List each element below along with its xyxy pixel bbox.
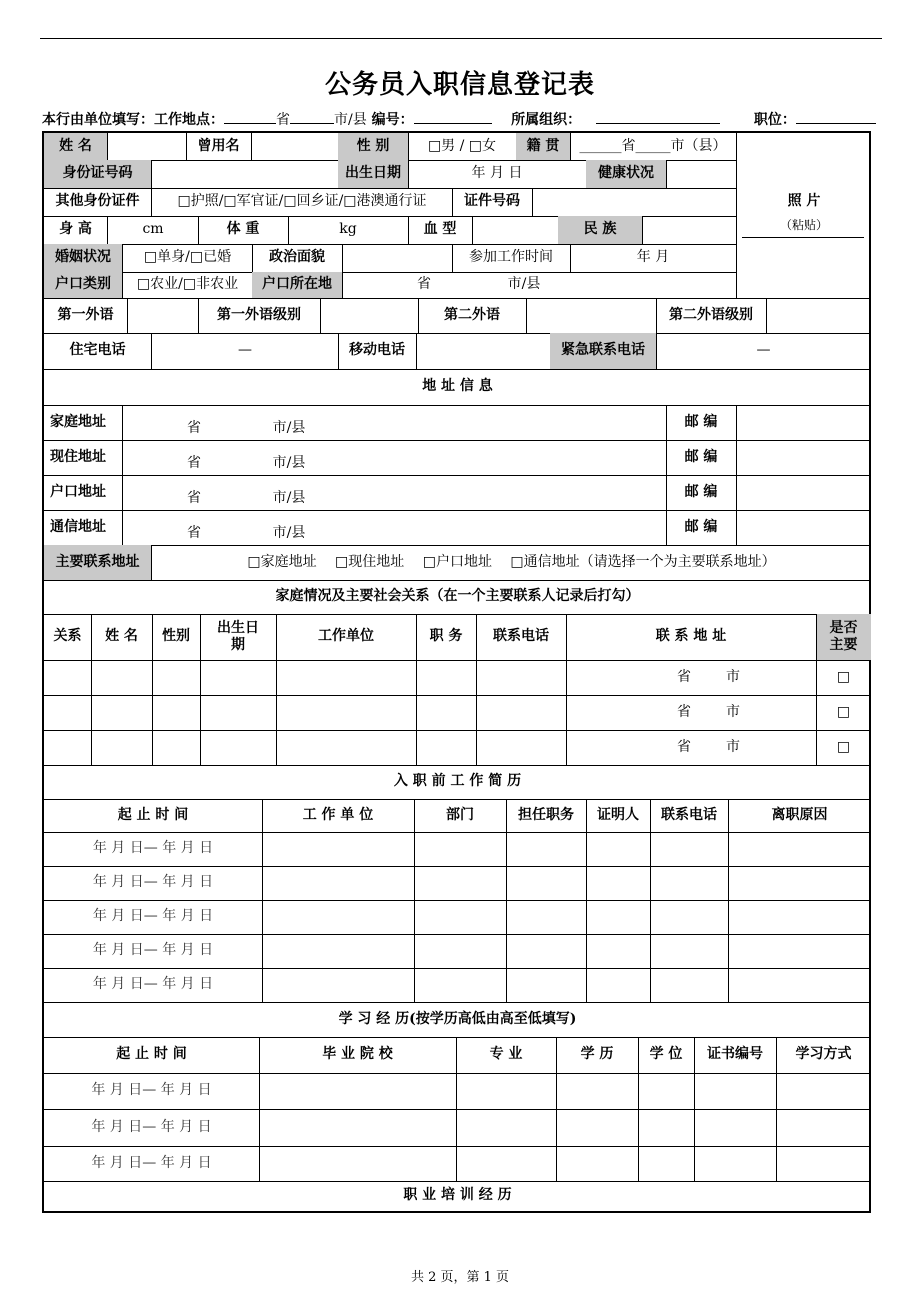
org-field[interactable] xyxy=(596,108,720,124)
hukou-city-label: 市/县 xyxy=(507,276,541,293)
unit-prefix: 本行由单位填写：工作地点： xyxy=(42,112,224,128)
main-contact-checkbox[interactable]: □ xyxy=(836,668,851,685)
hukou-place-label: 户口所在地 xyxy=(252,272,342,298)
family-col-employer: 工作单位 xyxy=(318,628,374,645)
birth-date-label: 出生日期 xyxy=(338,160,408,188)
emergency-label: 紧急联系电话 xyxy=(550,333,656,369)
name-label: 姓 名 xyxy=(44,133,107,160)
height-field[interactable]: cm xyxy=(142,221,164,238)
main-contact-checkbox[interactable]: □ xyxy=(836,703,851,720)
training-section-header: 职 业 培 训 经 历 xyxy=(403,1187,512,1204)
work-date-range[interactable]: 年 月 日— 年 月 日 xyxy=(92,908,214,925)
political-label: 政治面貌 xyxy=(269,249,325,266)
edu-col-major: 专 业 xyxy=(489,1046,523,1063)
health-field[interactable] xyxy=(666,160,736,188)
political-field[interactable] xyxy=(342,244,452,272)
address-label: 户口地址 xyxy=(50,483,106,500)
family-col-gender: 性别 xyxy=(162,628,190,645)
work-col-reason: 离职原因 xyxy=(771,806,828,823)
lang2-label: 第二外语 xyxy=(444,306,500,323)
family-col-title: 职 务 xyxy=(429,628,463,645)
address-province: 省 xyxy=(187,454,201,471)
edu-col-period: 起 止 时 间 xyxy=(116,1046,187,1063)
lang2-level-field[interactable] xyxy=(766,298,871,333)
weight-field[interactable]: kg xyxy=(339,221,357,238)
other-id-label: 其他身份证件 xyxy=(55,193,140,210)
health-label: 健康状况 xyxy=(586,160,666,188)
other-id-options[interactable]: □护照/□军官证/□回乡证/□港澳通行证 xyxy=(177,193,427,210)
family-col-name: 姓 名 xyxy=(105,628,138,645)
main-contact-checkbox[interactable]: □ xyxy=(836,738,851,755)
name-field[interactable] xyxy=(108,133,186,160)
work-section-header: 入 职 前 工 作 简 历 xyxy=(393,773,522,790)
address-label: 家庭地址 xyxy=(50,413,106,430)
org-label: 所属组织： xyxy=(511,112,582,128)
ethnicity-field[interactable] xyxy=(642,216,736,244)
id-number-label: 身份证号码 xyxy=(44,160,151,188)
lang1-level-label: 第一外语级别 xyxy=(217,306,301,323)
address-city: 市/县 xyxy=(272,419,306,436)
marital-label: 婚姻状况 xyxy=(44,244,122,272)
family-col-birth xyxy=(200,614,276,660)
edu-date-range[interactable]: 年 月 日— 年 月 日 xyxy=(91,1082,212,1099)
family-city: 市 xyxy=(726,668,740,685)
main-address-label: 主要联系地址 xyxy=(44,545,151,580)
mobile-label: 移动电话 xyxy=(349,342,405,359)
edu-col-degree-level: 学 历 xyxy=(580,1046,614,1063)
home-phone-label: 住宅电话 xyxy=(69,342,126,359)
number-field[interactable] xyxy=(414,108,492,124)
blood-field[interactable] xyxy=(472,216,558,244)
lang2-level-label: 第二外语级别 xyxy=(669,306,753,323)
lang1-level-field[interactable] xyxy=(320,298,418,333)
work-start-label: 参加工作时间 xyxy=(469,249,553,266)
address-city: 市/县 xyxy=(272,454,306,471)
work-col-department: 部门 xyxy=(446,806,474,823)
province-label: 省 xyxy=(276,112,290,128)
family-province: 省 xyxy=(677,738,691,755)
page-footer: 共 2 页，第 1 页 xyxy=(410,1270,510,1285)
family-col-relation: 关系 xyxy=(53,628,82,645)
registration-form xyxy=(42,131,871,1213)
postal-label: 邮 编 xyxy=(684,483,718,500)
home-phone-field[interactable]: — xyxy=(238,342,252,359)
cert-number-label: 证件号码 xyxy=(464,193,520,210)
work-col-reference: 证明人 xyxy=(597,806,639,823)
edu-col-school: 毕 业 院 校 xyxy=(322,1046,393,1063)
address-province: 省 xyxy=(187,419,201,436)
hukou-province-label: 省 xyxy=(417,276,431,293)
height-label: 身 高 xyxy=(59,221,92,238)
native-place-field[interactable]: ______省_____市（县） xyxy=(579,137,727,154)
edu-col-certificate: 证书编号 xyxy=(707,1046,763,1063)
position-field[interactable] xyxy=(796,108,876,124)
family-province: 省 xyxy=(677,703,691,720)
position-label: 职位： xyxy=(753,112,796,128)
birth-date-field[interactable]: 年 月 日 xyxy=(471,165,523,182)
gender-label: 性 别 xyxy=(338,133,408,160)
work-col-position: 担任职务 xyxy=(518,806,574,823)
work-date-range[interactable]: 年 月 日— 年 月 日 xyxy=(92,874,214,891)
main-address-options[interactable]: □家庭地址 □现住地址 □户口地址 □通信地址（请选择一个为主要联系地址） xyxy=(247,553,776,570)
edu-date-range[interactable]: 年 月 日— 年 月 日 xyxy=(91,1118,212,1135)
edu-col-mode: 学习方式 xyxy=(795,1046,852,1063)
postal-label: 邮 编 xyxy=(684,413,718,430)
gender-options[interactable]: □男 / □女 xyxy=(427,137,497,154)
photo-note: （粘贴） xyxy=(779,217,828,232)
id-number-field[interactable] xyxy=(152,160,338,188)
education-section-header: 学 习 经 历(按学历高低由高至低填写) xyxy=(338,1010,577,1027)
hukou-type-label: 户口类别 xyxy=(44,272,122,298)
edu-col-degree: 学 位 xyxy=(649,1046,683,1063)
address-label: 通信地址 xyxy=(50,518,106,535)
native-place-label: 籍 贯 xyxy=(516,133,570,160)
work-start-field[interactable]: 年 月 xyxy=(636,249,670,266)
work-date-range[interactable]: 年 月 日— 年 月 日 xyxy=(92,840,214,857)
mobile-field[interactable] xyxy=(416,333,550,369)
work-date-range[interactable]: 年 月 日— 年 月 日 xyxy=(92,942,214,959)
weight-label: 体 重 xyxy=(226,221,260,238)
emergency-field[interactable]: — xyxy=(756,342,771,359)
marital-options[interactable]: □单身/□已婚 xyxy=(143,249,232,266)
ethnicity-label: 民 族 xyxy=(558,216,642,244)
family-col-main xyxy=(816,614,871,660)
birth-line-1: 出生日 xyxy=(217,619,259,636)
family-col-address: 联 系 地 址 xyxy=(655,628,727,645)
main-line-2: 主要 xyxy=(829,637,858,653)
lang1-field[interactable] xyxy=(128,298,198,333)
postal-label: 邮 编 xyxy=(684,518,718,535)
photo-label: 照 片 xyxy=(787,193,821,210)
blood-label: 血 型 xyxy=(423,221,457,238)
family-city: 市 xyxy=(726,703,740,720)
birth-line-2: 期 xyxy=(231,637,245,653)
postal-label: 邮 编 xyxy=(684,448,718,465)
family-col-phone: 联系电话 xyxy=(493,628,549,645)
city-label: 市/县 xyxy=(334,112,367,128)
main-line-1: 是否 xyxy=(829,619,858,636)
address-city: 市/县 xyxy=(272,524,306,541)
top-rule xyxy=(40,38,882,39)
page-title: 公务员入职信息登记表 xyxy=(324,70,595,100)
work-province-field[interactable] xyxy=(224,108,276,124)
address-section-header: 地 址 信 息 xyxy=(422,378,493,395)
family-province: 省 xyxy=(677,668,691,685)
work-date-range[interactable]: 年 月 日— 年 月 日 xyxy=(92,976,214,993)
work-city-field[interactable] xyxy=(290,108,334,124)
lang2-field[interactable] xyxy=(526,298,656,333)
former-name-label: 曾用名 xyxy=(197,137,240,154)
number-label: 编号： xyxy=(371,112,414,128)
work-col-phone: 联系电话 xyxy=(661,806,717,823)
address-city: 市/县 xyxy=(272,489,306,506)
unit-fill-line xyxy=(42,108,872,130)
work-col-employer: 工 作 单 位 xyxy=(302,806,374,823)
address-province: 省 xyxy=(187,524,201,541)
family-city: 市 xyxy=(726,738,740,755)
former-name-field[interactable] xyxy=(252,133,338,160)
lang1-label: 第一外语 xyxy=(57,306,114,323)
address-province: 省 xyxy=(187,489,201,506)
hukou-type-options[interactable]: □农业/□非农业 xyxy=(136,276,239,293)
cert-number-field[interactable] xyxy=(532,188,736,216)
address-label: 现住地址 xyxy=(50,448,106,465)
work-col-period: 起 止 时 间 xyxy=(117,806,189,823)
edu-date-range[interactable]: 年 月 日— 年 月 日 xyxy=(91,1154,212,1171)
family-section-header: 家庭情况及主要社会关系（在一个主要联系人记录后打勾） xyxy=(275,588,640,605)
